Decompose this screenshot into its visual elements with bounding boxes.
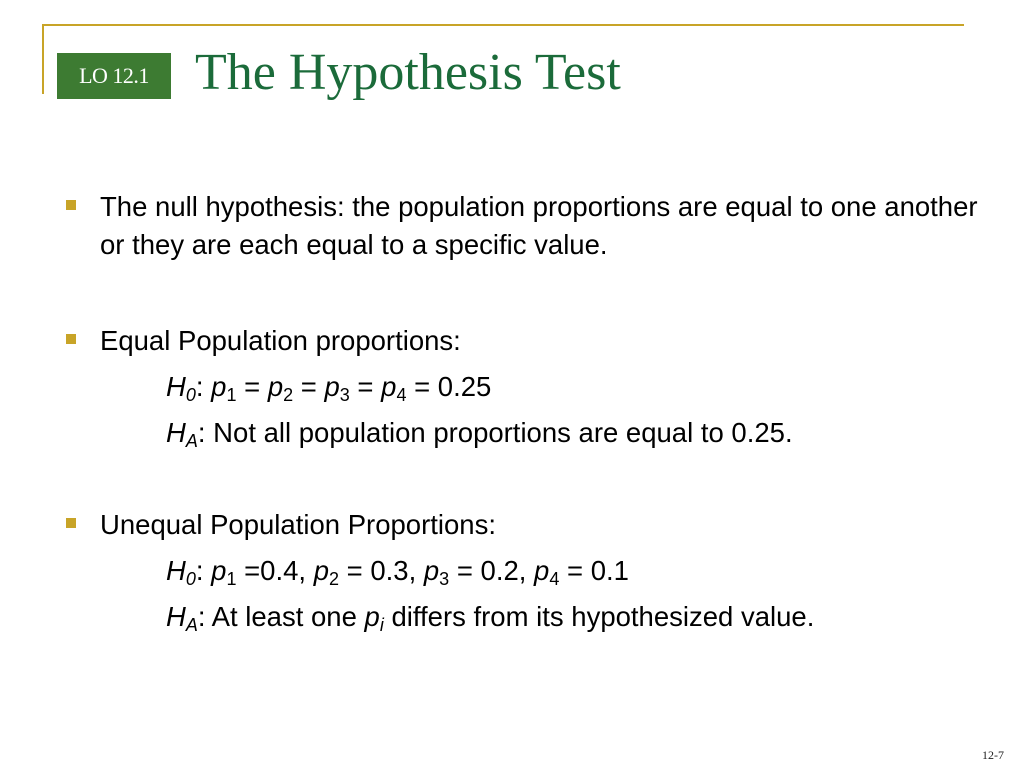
unequal-alternative-hypothesis: $H_A$: At least one $p_i$ differs from its hypothesized value.: [166, 601, 815, 635]
bullet-null-hypothesis: [66, 188, 996, 264]
bullet-unequal-proportions: [66, 506, 996, 544]
bullet-text: The null hypothesis: the population proportions are equal to one another or they are each equal to a specific value.: [100, 191, 978, 260]
equal-alternative-hypothesis: $H_A$: Not all population proportions are equal to 0.25.: [166, 417, 793, 451]
slide-title: The Hypothesis Test: [195, 44, 621, 101]
square-bullet-icon: [66, 518, 76, 528]
equal-null-hypothesis: $H_0$: $p_1 = p_2 = p_3 = p_4 = 0.25$: [166, 371, 492, 405]
lo-badge: LO 12.1: [57, 53, 171, 99]
unequal-null-hypothesis: $H_0$: $p_1 =0.4$, $p_2 = 0.3$, $p_3 = 0.2$, $p_4 = 0.1$: [166, 555, 629, 589]
square-bullet-icon: [66, 200, 76, 210]
bullet-text: Equal Population proportions:: [100, 325, 461, 356]
page-number: 12-7: [982, 748, 1004, 762]
bullet-equal-proportions: [66, 322, 996, 360]
bullet-text: Unequal Population Proportions:: [100, 509, 496, 540]
frame-top-rule: [42, 24, 964, 26]
frame-left-rule: [42, 24, 44, 94]
square-bullet-icon: [66, 334, 76, 344]
